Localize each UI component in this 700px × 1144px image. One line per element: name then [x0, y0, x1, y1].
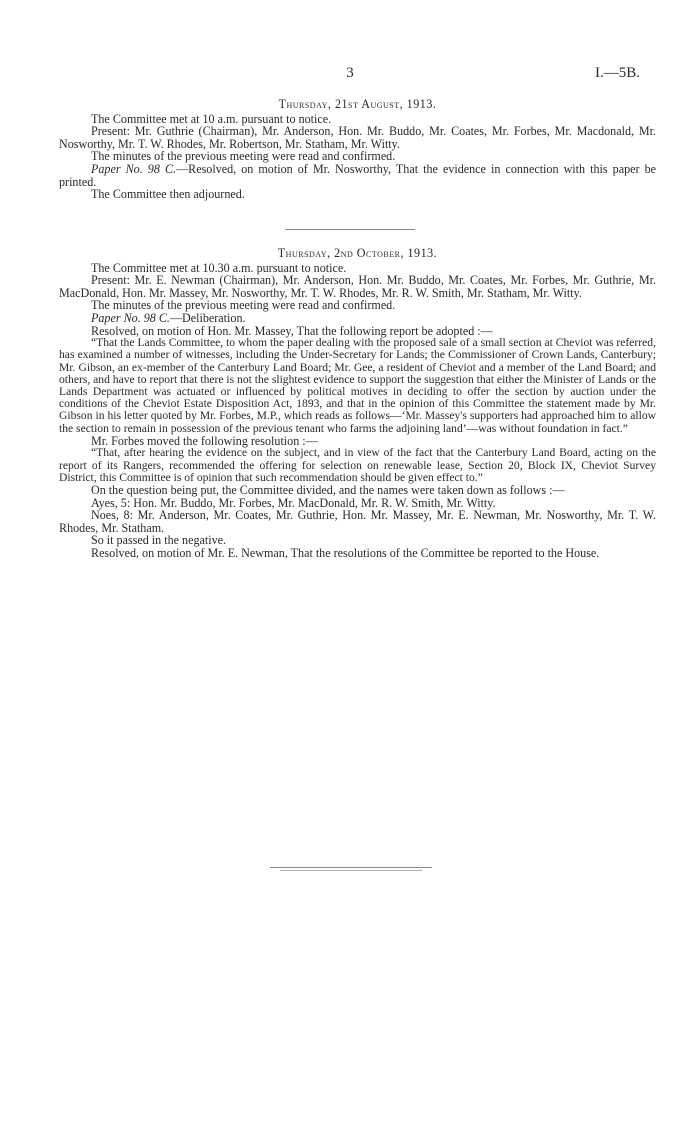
noes-list: Noes, 8: Mr. Anderson, Mr. Coates, Mr. Guthrie, Hon. Mr. Massey, Mr. E. Newman, Mr. Nosworthy, Mr. T. W. Rhodes, Mr. Statham. [59, 508, 656, 535]
attendance-list: Present: Mr. E. Newman (Chairman), Mr. Anderson, Hon. Mr. Buddo, Mr. Coates, Mr. Forbes, Mr. Guthrie, Mr. MacDonald, Hon. Mr. Massey, Mr. Nosworthy, Mr. T. W. Rhodes, Mr. R. W. Smith, Mr. Statham, Mr. Witty. [59, 273, 656, 300]
meeting-opening: The Committee met at 10.30 a.m. pursuant to notice. [91, 260, 347, 275]
paper-reference: Paper No. 98 C. [91, 161, 177, 176]
minutes-confirmed: The minutes of the previous meeting were read and confirmed. [91, 149, 396, 164]
paper-reference: Paper No. 98 C. [91, 310, 170, 325]
division-result: So it passed in the negative. [91, 533, 227, 548]
resolution-text: “That, after hearing the evidence on the subject, and in view of the fact that the Canterbury Land Board, acting on the report of its Rangers, recommended the offering for selection on renewable lease, Section 20, Block IX, Cheviot Survey District, this Committee is of opinion that such recommendation should be given effect to.” [59, 446, 656, 484]
meeting-heading: Thursday, 21st August, 1913. [278, 97, 437, 111]
end-divider-secondary [280, 870, 422, 871]
page-number: 3 [346, 65, 354, 81]
paper-resolution-text: —Resolved, on motion of Mr. Nosworthy, That the evidence in connection with this paper be printed. [59, 161, 656, 189]
paper-deliberation [59, 312, 656, 325]
report-motion: Resolved, on motion of Hon. Mr. Massey, That the following report be adopted :— [91, 323, 493, 338]
section-divider [285, 229, 415, 230]
forbes-motion: Mr. Forbes moved the following resolution :— [91, 433, 318, 448]
paper-resolution [59, 163, 656, 188]
report-text: “That the Lands Committee, to whom the paper dealing with the proposed sale of a small section at Cheviot was referred, has examined a number of witnesses, including the Under-Secretary for Lands; the Commissioner of Crown Lands, Canterbury; Mr. Gibson, an ex-member of the Canterbury Land Board; Mr. Gee, a resident of Cheviot and a member of the Land Board; and others, and have to report that there is not the slightest evidence to support the suggestion that either the Minister of Lands or the Lands Department was actuated or influenced by political motives in deciding to offer the section by auction under the conditions of the Cheviot Estate Disposition Act, 1893, and that in the opinion of this Committee the statement made by Mr. Gibson in his letter quoted by Mr. Forbes, M.P., which reads as follows—‘Mr. Massey's supporters had approached him to allow the section to remain in possession of the previous tenant who farms the adjoining land’—was without foundation in fact.” [59, 336, 656, 435]
final-resolution: Resolved, on motion of Mr. E. Newman, That the resolutions of the Committee be reported to the House. [91, 545, 600, 560]
adjournment: The Committee then adjourned. [91, 187, 245, 202]
meeting-opening: The Committee met at 10 a.m. pursuant to notice. [91, 111, 332, 126]
division-statement: On the question being put, the Committee divided, and the names were taken down as follows :— [91, 482, 565, 497]
meeting-section-21-august [59, 98, 656, 201]
attendance-list: Present: Mr. Guthrie (Chairman), Mr. Anderson, Hon. Mr. Buddo, Mr. Coates, Mr. Forbes, Mr. Macdonald, Mr. Nosworthy, Mr. T. W. Rhodes, Mr. Robertson, Mr. Statham, Mr. Witty. [59, 124, 656, 151]
minutes-confirmed: The minutes of the previous meeting were read and confirmed. [91, 298, 396, 313]
end-divider [270, 867, 432, 868]
ayes-list: Ayes, 5: Hon. Mr. Buddo, Mr. Forbes, Mr. MacDonald, Mr. R. W. Smith, Mr. Witty. [91, 495, 496, 510]
paper-deliberation-text: —Deliberation. [169, 310, 246, 325]
document-code: I.—5B. [595, 65, 640, 81]
meeting-heading: Thursday, 2nd October, 1913. [277, 246, 438, 260]
meeting-section-2-october [59, 247, 656, 560]
